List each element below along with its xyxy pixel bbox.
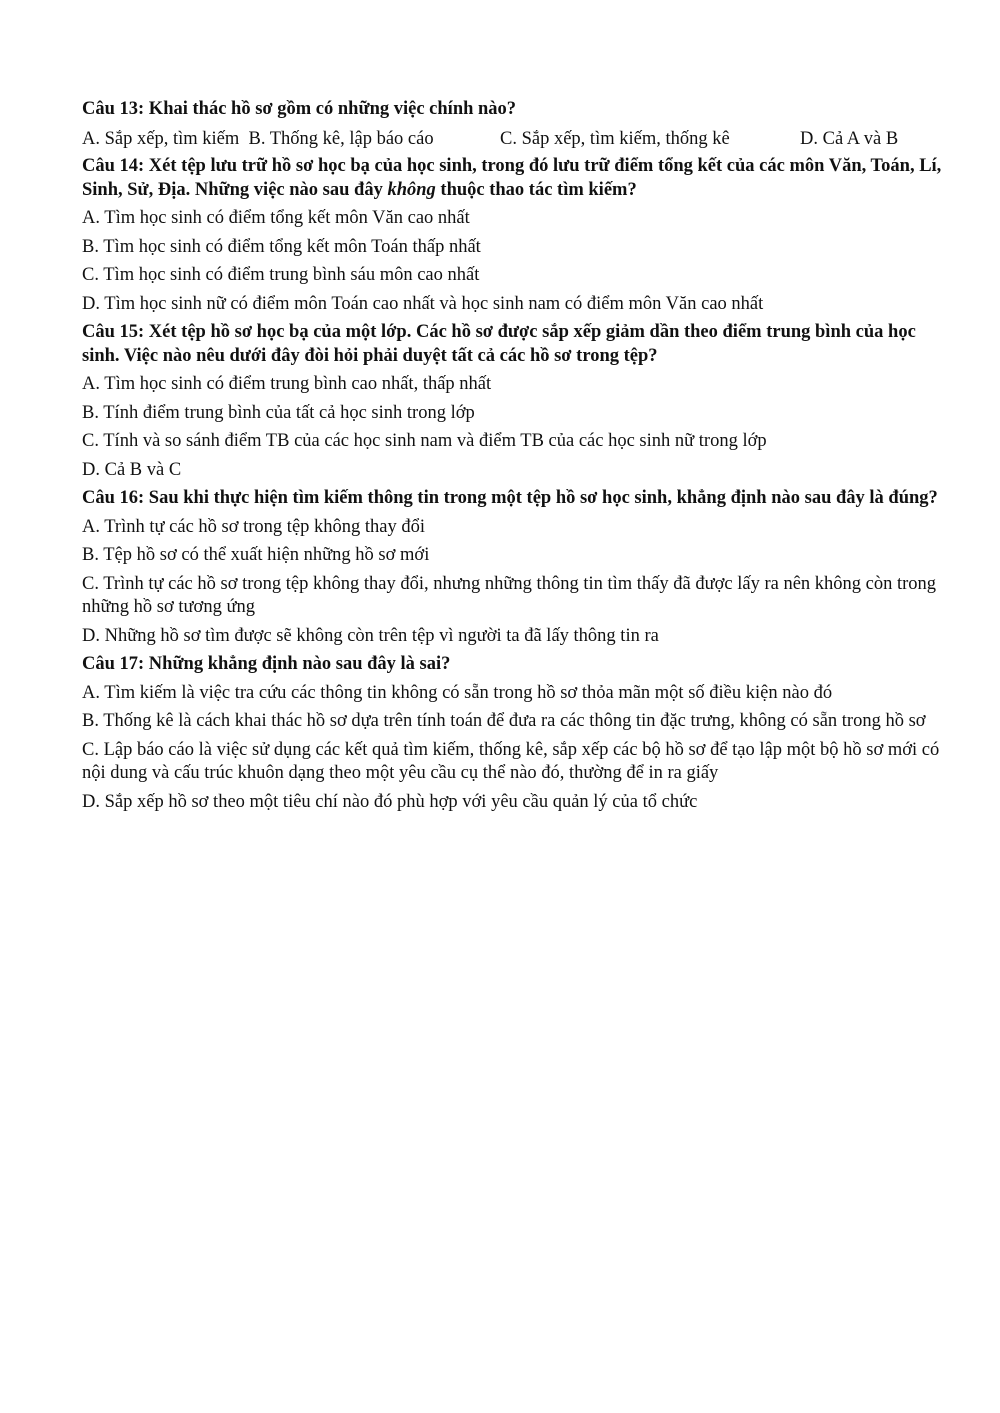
question-13-option-c: C. Sắp xếp, tìm kiếm, thống kê — [500, 128, 730, 149]
question-14-title-start: Câu 14: Xét tệp lưu trữ hồ sơ học bạ của học sinh, trong đó lưu trữ điểm tổng kết của các môn Văn, Toán, Lí, Sinh, Sử, Địa. Những việc nào sau đây — [82, 156, 942, 200]
question-13-option-d: D. Cả A và B — [800, 128, 899, 149]
question-15 — [82, 321, 942, 482]
question-14-option-b: B. Tìm học sinh có điểm tổng kết môn Toán thấp nhất — [82, 236, 481, 257]
question-16-option-c: C. Trình tự các hồ sơ trong tệp không thay đổi, nhưng những thông tin tìm thấy đã được lấy ra nên không còn trong những hồ sơ tương ứng — [82, 573, 937, 617]
question-15-option-a: A. Tìm học sinh có điểm trung bình cao nhất, thấp nhất — [82, 374, 492, 394]
question-13 — [82, 98, 942, 151]
question-13-title: Câu 13: Khai thác hồ sơ gồm có những việc chính nào? — [82, 99, 517, 119]
question-17-option-a: A. Tìm kiếm là việc tra cứu các thông tin không có sẵn trong hồ sơ thỏa mãn một số điều kiện nào đó — [82, 682, 833, 703]
question-13-options — [82, 128, 942, 152]
question-16 — [82, 487, 942, 648]
question-16-option-b: B. Tệp hồ sơ có thể xuất hiện những hồ sơ mới — [82, 545, 430, 565]
question-14-title-end: thuộc thao tác tìm kiếm? — [435, 179, 637, 200]
question-14-option-a: A. Tìm học sinh có điểm tổng kết môn Văn cao nhất — [82, 208, 470, 228]
question-14-option-d: D. Tìm học sinh nữ có điểm môn Toán cao nhất và học sinh nam có điểm môn Văn cao nhất — [82, 293, 764, 314]
question-17-option-c: C. Lập báo cáo là việc sử dụng các kết quả tìm kiếm, thống kê, sắp xếp các bộ hồ sơ để tạo lập một bộ hồ sơ mới có nội dung và cấu trúc khuôn dạng theo một yêu cầu cụ thể nào đó, thường để in ra giấy — [82, 739, 940, 783]
question-14-title — [82, 155, 942, 202]
question-15-title: Câu 15: Xét tệp hồ sơ học bạ của một lớp. Các hồ sơ được sắp xếp giảm dần theo điểm trung bình của học sinh. Việc nào nêu dưới đây đòi hỏi phải duyệt tất cả các hồ sơ trong tệp? — [82, 322, 916, 366]
question-17-option-b: B. Thống kê là cách khai thác hồ sơ dựa trên tính toán để đưa ra các thông tin đặc trưng, không có sẵn trong hồ sơ — [82, 711, 926, 731]
question-17-title: Câu 17: Những khẳng định nào sau đây là sai? — [82, 654, 451, 674]
question-15-option-b: B. Tính điểm trung bình của tất cả học sinh trong lớp — [82, 402, 475, 423]
question-17 — [82, 653, 942, 814]
question-15-option-d: D. Cả B và C — [82, 459, 182, 480]
question-13-option-a-b: A. Sắp xếp, tìm kiếm B. Thống kê, lập báo cáo — [82, 128, 434, 149]
question-14-option-c: C. Tìm học sinh có điểm trung bình sáu môn cao nhất — [82, 265, 480, 285]
question-16-title: Câu 16: Sau khi thực hiện tìm kiếm thông tin trong một tệp hồ sơ học sinh, khẳng định nào sau đây là đúng? — [82, 488, 938, 508]
document-page — [82, 98, 942, 819]
question-16-option-d: D. Những hồ sơ tìm được sẽ không còn trên tệp vì người ta đã lấy thông tin ra — [82, 625, 659, 646]
question-14-title-emphasis: không — [387, 179, 436, 200]
question-16-option-a: A. Trình tự các hồ sơ trong tệp không thay đổi — [82, 516, 426, 537]
question-14 — [82, 155, 942, 316]
question-15-option-c: C. Tính và so sánh điểm TB của các học sinh nam và điểm TB của các học sinh nữ trong lớp — [82, 431, 767, 451]
question-17-option-d: D. Sắp xếp hồ sơ theo một tiêu chí nào đó phù hợp với yêu cầu quản lý của tổ chức — [82, 791, 698, 812]
